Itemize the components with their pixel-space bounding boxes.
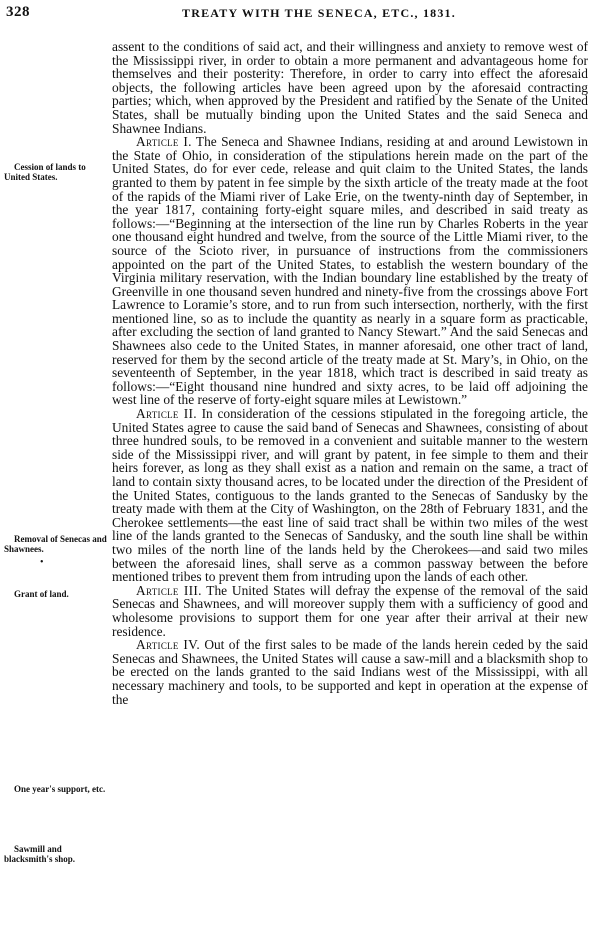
article-3-heading: Article III. bbox=[136, 582, 202, 598]
margin-note-grant: Grant of land. bbox=[14, 589, 69, 599]
article-3-paragraph bbox=[112, 584, 588, 638]
intro-paragraph: assent to the conditions of said act, and their willingness and anxiety to remove west of the Mississippi river, in order to obtain a more permanent and advantageous home for themselves and their posterity: Therefore, in order to carry into effect the aforesaid objects, the following articles have been agreed upon by the aforesaid contracting parties; which, when approved by the President and ratified by the Senate of the United States, shall be mutually binding upon the United States and the said Seneca and Shawnee Indians. bbox=[112, 39, 588, 136]
running-title: TREATY WITH THE SENECA, ETC., 1831. bbox=[182, 6, 456, 20]
page-number: 328 bbox=[6, 4, 30, 20]
article-1-heading: Article I. bbox=[136, 134, 192, 150]
article-1-paragraph bbox=[112, 135, 588, 407]
article-1-text: The Seneca and Shawnee Indians, residing at and around Lewistown in the State of Ohio, in consideration of the stipulations herein made on the part of the United States, do for ever cede, release and quit claim to the United States, the lands granted to them by patent in fee simple by the sixth article of the treaty made at the foot of the rapids of the Miami river of Lake Erie, on the twenty-ninth day of September, in the year 1817, containing forty-eight square miles, and described in said treaty as follows:—“Beginning at the intersection of the line run by Charles Roberts in the year one thousand eight hundred and twelve, from the source of the Little Miami river, to the source of the Scioto river, in pursuance of instructions from the commissioners appointed on the part of the United States, to establish the western boundary of the Virginia military reservation, with the Indian boundary line established by the treaty of Greenville in one thousand seven hundred and ninety-five from the crossings above Fort Lawrence to Loramie’s store, and to run from such intersection, northerly, with the first mentioned line, so as to include the quantity as nearly in a square form as practicable, after excluding the section of land granted to Nancy Stewart.” And the said Senecas and Shawnees also cede to the United States, in manner aforesaid, one other tract of land, reserved for them by the second article of the treaty made at St. Mary’s, in Ohio, on the seventeenth of September, in the year 1818, which tract is described in said treaty as follows:—“Eight thousand nine hundred and sixty acres, to be laid off adjoining the west line of the reserve of forty-eight square miles at Lewistown.” bbox=[112, 134, 588, 408]
article-4-paragraph bbox=[112, 638, 588, 706]
margin-note-removal: Removal of Senecas and Shawnees. bbox=[4, 534, 107, 554]
margin-note-cession: Cession of lands to United States. bbox=[4, 162, 86, 182]
article-2-paragraph bbox=[112, 407, 588, 584]
article-2-text: In consideration of the cessions stipulated in the foregoing article, the United States agree to cause the said band of Senecas and Shawnees, consisting of about three hundred souls, to be removed in a convenient and suitable manner to the western side of the Mississippi river, and will grant by patent, in fee simple to them and their heirs forever, as long as they shall exist as a nation and remain on the same, a tract of land to contain sixty thousand acres, to be located under the direction of the President of the United States, contiguous to the lands granted to the Senecas of Sandusky by the treaty made with them at the City of Washington, on the 28th of February 1831, and the Cherokee settlements—the east line of said tract shall be within two miles of the west line of the lands granted to the Senecas of Sandusky, and the south line shall be within two miles of the north line of the lands held by the Cherokees—and said two miles between the aforesaid lines, shall serve as a common passway between the before mentioned tribes to prevent them from intruding upon the lands of each other. bbox=[112, 406, 588, 585]
article-4-text: Out of the first sales to be made of the lands herein ceded by the said Senecas and Shawnees, the United States will cause a saw-mill and a blacksmith shop to be erected on the lands granted to the said Indians west of the Mississippi, with all necessary machinery and tools, to be supported and kept in operation at the expense of the bbox=[112, 637, 588, 707]
running-head bbox=[6, 4, 592, 26]
article-2-heading: Article II. bbox=[136, 406, 197, 422]
stray-mark: • bbox=[40, 557, 44, 568]
margin-note-sawmill: Sawmill and blacksmith's shop. bbox=[4, 844, 76, 864]
treaty-text bbox=[112, 40, 588, 706]
article-4-heading: Article IV. bbox=[136, 637, 200, 653]
article-3-text: The United States will defray the expense of the removal of the said Senecas and Shawnees, and will moreover supply them with a sufficiency of good and wholesome provisions to support them for one year after their arrival at their new residence. bbox=[112, 582, 588, 639]
margin-note-support: One year's support, etc. bbox=[14, 784, 106, 794]
